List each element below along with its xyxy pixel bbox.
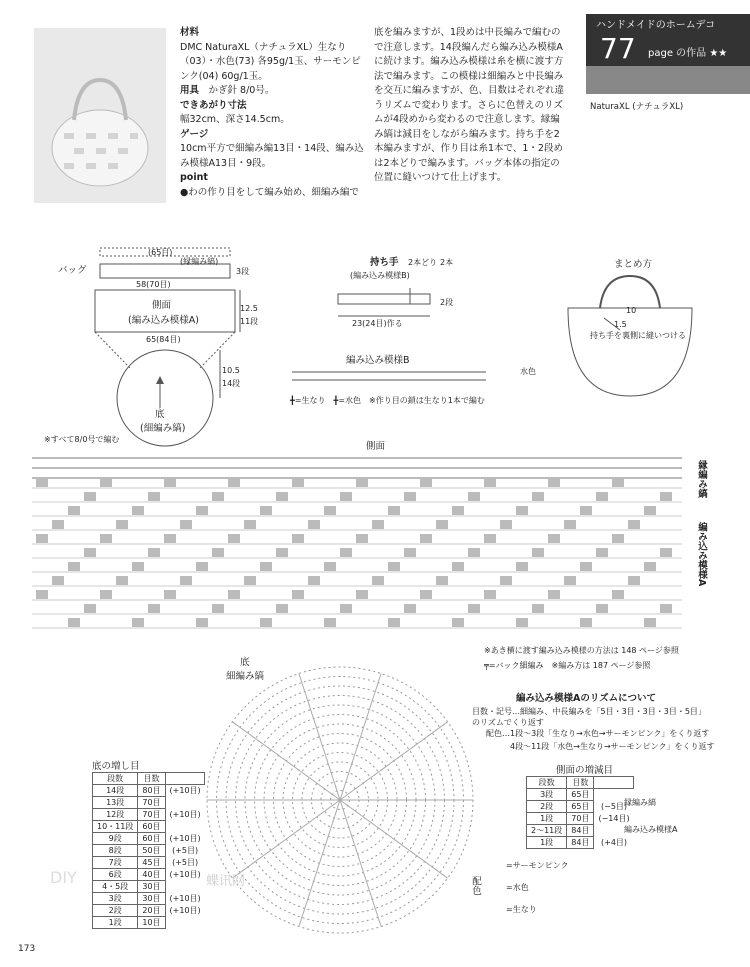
chart-shaded-cell [484, 590, 496, 599]
chart-shaded-cell [212, 604, 224, 613]
size-text: 幅32cm、深さ14.5cm。 [180, 114, 290, 125]
chart-shaded-cell [500, 520, 512, 529]
table-row [93, 869, 205, 881]
watermark-diy: DIY [50, 868, 77, 887]
tools-title: 用具 [180, 85, 200, 96]
chart-shaded-cell [452, 618, 464, 627]
table-cell: 70目 [138, 797, 165, 809]
handle-rows: 2段 [440, 298, 454, 307]
side-increase-title: 側面の増減目 [556, 765, 614, 776]
materials-text: DMC NaturaXL（ナチュラXL）生なり（03）・水色(73) 各95g/1玉、サーモンピンク(04) 60g/1玉。 [180, 41, 361, 82]
table-row [527, 789, 634, 801]
chart-shaded-cell [372, 576, 384, 585]
chart-shaded-cell [100, 590, 112, 599]
chart-shaded-cell [52, 576, 64, 585]
chart-shaded-cell [324, 562, 336, 571]
chart-shaded-cell [340, 492, 352, 501]
table-cell: (+10目) [169, 786, 201, 796]
chart-shaded-cell [404, 604, 416, 613]
table-row [93, 857, 205, 869]
color-legend-natural: =生なり [506, 905, 537, 914]
chart-shaded-cell [36, 590, 48, 599]
chart-shaded-cell [532, 604, 544, 613]
chart-shaded-cell [388, 562, 400, 571]
chart-shaded-cell [500, 576, 512, 585]
chart-shaded-cell [292, 534, 304, 543]
finish-title: まとめ方 [614, 259, 653, 270]
table-cell: 60目 [138, 821, 165, 833]
table-row [93, 845, 205, 857]
chart-shaded-cell [132, 506, 144, 515]
chart-shaded-cell [68, 506, 80, 515]
bag-side-count: 65(84目) [146, 335, 181, 344]
bag-top-count: (65目) [148, 248, 173, 257]
bag-bottom-rows: 14段 [222, 379, 241, 388]
table-cell: 60目 [138, 833, 165, 845]
table-cell [165, 821, 205, 833]
table-cell: 2段 [527, 801, 567, 813]
bag-side-pattern: (編み込み模様A) [128, 315, 199, 326]
handle-count: 2本 [440, 258, 454, 267]
chart-shaded-cell [596, 548, 608, 557]
table-cell: 7段 [93, 857, 138, 869]
patternB-color: 水色 [520, 367, 536, 376]
chart-shaded-cell [340, 604, 352, 613]
chart-shaded-cell [628, 520, 640, 529]
table-cell: 80目 [138, 785, 165, 797]
chart-shaded-cell [612, 478, 624, 487]
chart-shaded-cell [612, 590, 624, 599]
table-cell: (+10目) [169, 906, 201, 915]
table-row [527, 813, 634, 825]
chart-shaded-cell [564, 576, 576, 585]
chart-shaded-cell [116, 520, 128, 529]
bag-bottom-pattern: (細編み縞) [140, 423, 186, 434]
chart-note2: ╤=バック細編み ※編み方は 187 ページ参照 [484, 661, 651, 670]
table-cell: (+10目) [169, 834, 201, 843]
table-cell: 70目 [567, 813, 594, 825]
bag-bottom-depth: 10.5 [222, 366, 240, 375]
color-legend-blue: =水色 [506, 883, 529, 892]
color-legend-salmon: =サーモンピンク [506, 861, 569, 870]
side-chart-label1: 縁編み縞 [696, 460, 707, 498]
chart-shaded-cell [52, 520, 64, 529]
chart-shaded-cell [468, 604, 480, 613]
table-cell: 6段 [93, 869, 138, 881]
chart-shaded-cell [84, 604, 96, 613]
table-header-row [93, 773, 205, 785]
table-cell: 8段 [93, 845, 138, 857]
bag-side-height: 12.5 [240, 304, 258, 313]
materials-title: 材料 [180, 27, 200, 38]
bag-edge-width: 58(70目) [136, 280, 171, 289]
chart-shaded-cell [324, 618, 336, 627]
chart-shaded-cell [356, 478, 368, 487]
chart-shaded-cell [628, 576, 640, 585]
finish-offset: 1.5 [614, 320, 627, 329]
finish-width: 10 [626, 306, 637, 315]
materials-section [180, 26, 370, 200]
chart-shaded-cell [484, 534, 496, 543]
table-cell: 65目 [567, 789, 594, 801]
table-cell: 84目 [567, 837, 594, 849]
side-increase-label-edge: 縁編み縞 [624, 798, 656, 807]
chart-shaded-cell [68, 618, 80, 627]
bottom-spoke [299, 674, 340, 800]
chart-shaded-cell [484, 478, 496, 487]
chart-shaded-cell [36, 478, 48, 487]
side-chart-label2: 編み込み模様A [696, 522, 707, 587]
chart-shaded-cell [36, 534, 48, 543]
table-cell: (−14目) [598, 814, 630, 823]
chart-shaded-cell [660, 548, 672, 557]
side-increase-label-pattern: 編み込み模様A [624, 825, 678, 834]
table-cell: 13段 [93, 797, 138, 809]
chart-shaded-cell [212, 548, 224, 557]
bottom-increase-table [92, 772, 205, 929]
side-chart-title: 側面 [366, 441, 386, 452]
chart-shaded-cell [644, 506, 656, 515]
chart-shaded-cell [468, 548, 480, 557]
table-row [527, 825, 634, 837]
finish-note: 持ち手を裏側に縫いつける [590, 331, 686, 340]
table-row [93, 809, 205, 821]
hook-note: ※すべて8/0号で編む [44, 435, 120, 444]
yarn-sample [586, 66, 750, 94]
chart-shaded-cell [436, 576, 448, 585]
chart-shaded-cell [228, 478, 240, 487]
table-header-cell: 段数 [527, 777, 567, 789]
chart-shaded-cell [260, 562, 272, 571]
bottom-chart-sub: 細編み縞 [226, 671, 265, 682]
chart-shaded-cell [452, 506, 464, 515]
product-photo [34, 28, 166, 203]
chart-shaded-cell [580, 562, 592, 571]
table-cell: (+5目) [172, 846, 199, 855]
table-cell: 3段 [93, 893, 138, 905]
table-cell: 40目 [138, 869, 165, 881]
table-header-cell: 目数 [138, 773, 165, 785]
chart-shaded-cell [164, 478, 176, 487]
yarn-label: NaturaXL (ナチュラXL) [590, 102, 684, 112]
table-cell: 20目 [138, 905, 165, 917]
chart-shaded-cell [516, 562, 528, 571]
chart-shaded-cell [260, 506, 272, 515]
chart-shaded-cell [196, 562, 208, 571]
chart-shaded-cell [228, 534, 240, 543]
table-cell: (−5目) [601, 802, 628, 811]
chart-shaded-cell [548, 478, 560, 487]
table-cell [165, 917, 205, 929]
bag-label: バッグ [58, 265, 87, 276]
chart-shaded-cell [436, 520, 448, 529]
chart-shaded-cell [644, 618, 656, 627]
bag-side-title: 側面 [152, 300, 172, 311]
gauge-text: 10cm平方で細編み編13目・14段、編み込み模様A13目・9段。 [180, 143, 364, 169]
chart-shaded-cell [388, 506, 400, 515]
chart-shaded-cell [388, 618, 400, 627]
bottom-chart-title: 底 [240, 657, 250, 668]
table-row [93, 785, 205, 797]
chart-shaded-cell [260, 618, 272, 627]
point-title: point [180, 172, 208, 183]
bottom-spoke [232, 800, 340, 878]
rhythm-title: 編み込み模様Aのリズムについて [516, 693, 656, 704]
chart-shaded-cell [404, 492, 416, 501]
chart-shaded-cell [596, 492, 608, 501]
rhythm-line1: 目数・記号…細編み、中長編みを「5目・3目・3目・3目・5目」のリズムでくり返す [472, 707, 706, 727]
table-cell: 10目 [138, 917, 165, 929]
chart-shaded-cell [420, 534, 432, 543]
chart-shaded-cell [548, 590, 560, 599]
table-row [93, 797, 205, 809]
watermark-site: 蝶讯网 [206, 874, 246, 889]
size-title: できあがり寸法 [180, 99, 247, 111]
table-row [93, 833, 205, 845]
patternB-title: 編み込み模様B [346, 355, 410, 366]
table-cell: 3段 [527, 789, 567, 801]
table-cell: (+10目) [169, 810, 201, 819]
table-cell: 50目 [138, 845, 165, 857]
table-cell: 2段 [93, 905, 138, 917]
bottom-spoke [340, 674, 381, 800]
chart-shaded-cell [68, 562, 80, 571]
table-cell: 9段 [93, 833, 138, 845]
chart-shaded-cell [452, 562, 464, 571]
chart-shaded-cell [100, 534, 112, 543]
chart-shaded-cell [180, 520, 192, 529]
chart-shaded-cell [308, 520, 320, 529]
table-cell: 84目 [567, 825, 594, 837]
rhythm-line2: 配色…1段～3段「生なり→水色→サーモンピンク」をくり返す [486, 729, 710, 738]
chart-note1: ※あき横に渡す編み込み模様の方法は 148 ページ参照 [484, 646, 679, 655]
bag-bottom-title: 底 [155, 409, 165, 420]
table-cell: 1段 [527, 813, 567, 825]
tools-text: かぎ針 8/0号。 [208, 85, 275, 96]
chart-shaded-cell [356, 534, 368, 543]
table-row [93, 893, 205, 905]
bag-edge-label: (縁編み縞) [180, 257, 219, 266]
chart-shaded-cell [148, 548, 160, 557]
table-cell: 10・11段 [93, 821, 138, 833]
chart-shaded-cell [532, 492, 544, 501]
chart-shaded-cell [84, 492, 96, 501]
chart-shaded-cell [580, 506, 592, 515]
chart-shaded-cell [516, 618, 528, 627]
page-number: 173 [18, 944, 36, 954]
table-row [93, 917, 205, 929]
table-row [527, 837, 634, 849]
chart-shaded-cell [660, 604, 672, 613]
chart-shaded-cell [532, 548, 544, 557]
chart-shaded-cell [308, 576, 320, 585]
chart-shaded-cell [148, 492, 160, 501]
handle-title: 持ち手 [370, 257, 399, 268]
table-row [93, 905, 205, 917]
chart-shaded-cell [548, 534, 560, 543]
table-cell: (+10目) [169, 870, 201, 879]
table-cell: 45目 [138, 857, 165, 869]
chart-shaded-cell [244, 576, 256, 585]
header-page-number: 77 [600, 32, 636, 65]
table-header-cell: 段数 [93, 773, 138, 785]
table-cell: (+10目) [169, 894, 201, 903]
chart-shaded-cell [644, 562, 656, 571]
chart-shaded-cell [340, 548, 352, 557]
chart-shaded-cell [516, 506, 528, 515]
chart-shaded-cell [228, 590, 240, 599]
table-header-cell [594, 777, 634, 789]
chart-shaded-cell [244, 520, 256, 529]
table-cell: (+5目) [172, 858, 199, 867]
chart-shaded-cell [420, 590, 432, 599]
gauge-title: ゲージ [180, 128, 209, 140]
instructions-text: 底を編みますが、1段めは中長編みで編むので注意します。14段編んだら編み込み模様Aに続けます。編み込み模様は糸を横に渡す方法で編みます。この模様は細編みと中長編みを交互に編みますが、色、目数はそれぞれ違うリズムで変わります。さらに色替えのリズムが4段めから変わるので注意します。縁編み縞は減目をしながら編みます。持ち手を2本編みますが、作り目は糸1本で、1・2段めは2本どりで編みます。バッグ本体の指定の位置に縫いつけて仕上げます。 [374, 27, 565, 183]
chart-shaded-cell [164, 590, 176, 599]
table-cell: (+4目) [601, 838, 628, 847]
chart-shaded-cell [420, 478, 432, 487]
chart-shaded-cell [564, 520, 576, 529]
table-header-cell [165, 773, 205, 785]
chart-shaded-cell [660, 492, 672, 501]
table-header-row [527, 777, 634, 789]
chart-shaded-cell [372, 520, 384, 529]
table-cell: 1段 [93, 917, 138, 929]
table-cell: 1段 [527, 837, 567, 849]
table-cell: 14段 [93, 785, 138, 797]
chart-shaded-cell [276, 548, 288, 557]
handle-pattern: (編み込み模様B) [350, 271, 410, 280]
table-cell: 30目 [138, 893, 165, 905]
chart-shaded-cell [116, 576, 128, 585]
bag-side-rows: 11段 [240, 317, 259, 326]
bag-edge-rows: 3段 [236, 267, 250, 276]
bottom-spoke [340, 800, 381, 926]
chart-shaded-cell [164, 534, 176, 543]
table-cell: 65目 [567, 801, 594, 813]
table-row [527, 801, 634, 813]
table-cell: 12段 [93, 809, 138, 821]
chart-shaded-cell [292, 590, 304, 599]
chart-shaded-cell [276, 492, 288, 501]
patternB-chart [290, 366, 520, 388]
chart-shaded-cell [212, 492, 224, 501]
point-text: ●わの作り目をして編み始め、細編み編で [180, 186, 359, 198]
bottom-chart [200, 660, 480, 940]
chart-shaded-cell [356, 590, 368, 599]
chart-shaded-cell [180, 576, 192, 585]
chart-shaded-cell [596, 604, 608, 613]
chart-shaded-cell [276, 604, 288, 613]
bottom-increase-title: 底の増し目 [92, 761, 140, 772]
table-cell [165, 797, 205, 809]
chart-shaded-cell [580, 618, 592, 627]
side-chart [32, 452, 698, 642]
handle-strands: 2本どり [408, 258, 438, 267]
chart-shaded-cell [84, 548, 96, 557]
chart-shaded-cell [292, 478, 304, 487]
header-category: ハンドメイドのホームデコ [596, 20, 716, 31]
chart-shaded-cell [132, 562, 144, 571]
chart-shaded-cell [612, 534, 624, 543]
table-cell: 2〜11段 [527, 825, 567, 837]
table-cell: 30目 [138, 881, 165, 893]
table-cell: 70目 [138, 809, 165, 821]
chart-shaded-cell [100, 478, 112, 487]
table-cell: 4・5段 [93, 881, 138, 893]
chart-shaded-cell [404, 548, 416, 557]
chart-shaded-cell [468, 492, 480, 501]
handle-length: 23(24目)作る [352, 319, 403, 328]
table-cell [165, 881, 205, 893]
chart-shaded-cell [324, 506, 336, 515]
chart-shaded-cell [148, 604, 160, 613]
rhythm-line3: 4段～11段「水色→生なり→サーモンピンク」をくり返す [510, 742, 715, 751]
bottom-spoke [232, 722, 340, 800]
table-row [93, 881, 205, 893]
chart-shaded-cell [196, 618, 208, 627]
patternB-legend: ╋=生なり ╋=水色 ※作り目の鎖は生なり1本で編む [290, 396, 485, 405]
table-header-cell: 目数 [567, 777, 594, 789]
color-legend-title: 配色 [470, 876, 481, 895]
header-page-suffix: page の作品 ★★ [648, 48, 728, 59]
bottom-spoke [299, 800, 340, 926]
chart-shaded-cell [132, 618, 144, 627]
table-row [93, 821, 205, 833]
side-increase-table [526, 776, 634, 849]
chart-shaded-cell [196, 506, 208, 515]
